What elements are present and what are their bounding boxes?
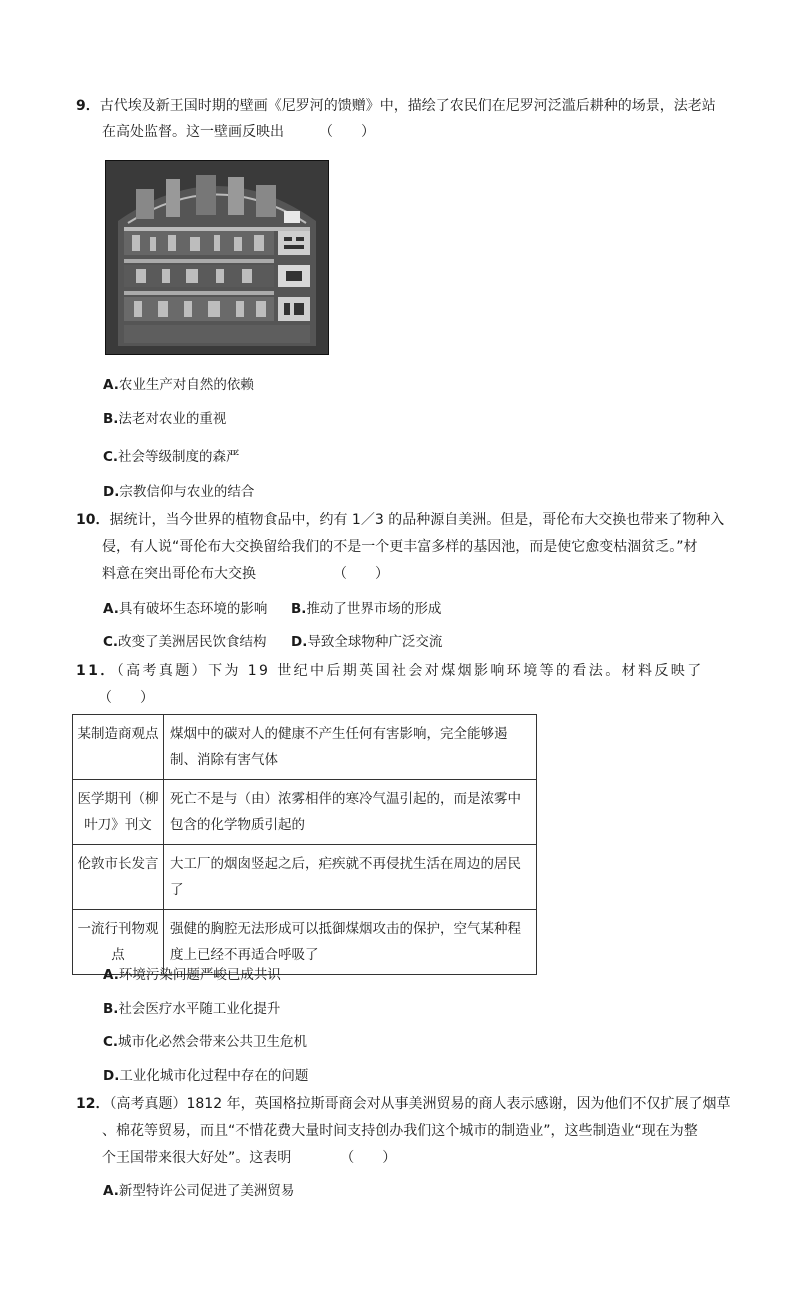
q10-stem-1: 据统计，当今世界的植物食品中，约有 1／3 的品种源自美洲。但是，哥伦布大交换也带来了物种入 <box>109 512 725 528</box>
option-text: 法老对农业的重视 <box>118 411 227 427</box>
q12-line-1 <box>76 1094 731 1114</box>
q9-number: 9． <box>76 98 100 114</box>
q12-line-3: 个王国带来很大好处”。这表明 （ ） <box>102 1150 397 1166</box>
option-text: 城市化必然会带来公共卫生危机 <box>118 1034 308 1050</box>
q12-number: 12． <box>76 1096 110 1112</box>
q12-line-2: 、棉花等贸易，而且“不惜花费大量时间支持创办我们这个城市的制造业”，这些制造业“现在为整 <box>102 1123 698 1139</box>
q12-option-a <box>103 1181 294 1201</box>
option-letter: D. <box>103 484 120 500</box>
q11-option-d <box>103 1066 308 1086</box>
option-letter: C. <box>103 449 119 465</box>
option-text: 环境污染问题严峻已成共识 <box>118 967 281 983</box>
q11-line-2: （ ） <box>98 690 154 706</box>
q10-option-d <box>291 632 442 652</box>
option-text: 导致全球物种广泛交流 <box>307 634 443 650</box>
q10-line-2: 侵，有人说“哥伦布大交换留给我们的不是一个更丰富多样的基因池，而是使它愈变枯涸贫乏。”材 <box>102 539 698 555</box>
q11-stem-1: （高考真题）下为 19 世纪中后期英国社会对煤烟影响环境等的看法。材料反映了 <box>116 663 704 679</box>
q9-option-c <box>103 447 240 467</box>
option-letter: C. <box>103 1034 119 1050</box>
option-text: 新型特许公司促进了美洲贸易 <box>118 1183 295 1199</box>
option-text: 具有破坏生态环境的影响 <box>118 601 268 617</box>
q10-option-b <box>291 599 441 619</box>
table-cell-source: 伦敦市长发言 <box>73 845 164 910</box>
q10-number: 10． <box>76 512 110 528</box>
table-cell-text: 强健的胸腔无法形成可以抵御煤烟攻击的保护，空气某种程度上已经不再适合呼吸了 <box>164 910 537 975</box>
option-letter: A. <box>103 601 119 617</box>
q11-option-a <box>103 965 281 985</box>
table-cell-text: 大工厂的烟囱竖起之后，疟疾就不再侵扰生活在周边的居民了 <box>164 845 537 910</box>
q10-line-3: 料意在突出哥伦布大交换 （ ） <box>102 566 389 582</box>
option-text: 改变了美洲居民饮食结构 <box>118 634 267 650</box>
q9-option-b <box>103 409 226 429</box>
option-letter: D. <box>103 1068 120 1084</box>
q10-option-c <box>103 632 267 652</box>
q11-option-c <box>103 1032 307 1052</box>
option-letter: A. <box>103 377 119 393</box>
q9-stem-1: 古代埃及新王国时期的壁画《尼罗河的馈赠》中，描绘了农民们在尼罗河泛滥后耕种的场景，法老站 <box>99 98 716 114</box>
table-cell-source: 某制造商观点 <box>73 715 164 780</box>
mural-image <box>105 160 329 355</box>
q11-option-b <box>103 999 280 1019</box>
q9-option-a <box>103 375 254 395</box>
option-letter: B. <box>103 411 119 427</box>
mural-illustration <box>106 161 328 354</box>
q9-line-2: 在高处监督。这一壁画反映出 （ ） <box>102 124 375 140</box>
q9-option-d <box>103 482 254 502</box>
table-cell-text: 煤烟中的碳对人的健康不产生任何有害影响，完全能够遏制、消除有害气体 <box>164 715 537 780</box>
q12-stem-1: （高考真题）1812 年，英国格拉斯哥商会对从事美洲贸易的商人表示感谢，因为他们不仅扩展了烟草 <box>109 1096 731 1112</box>
option-text: 工业化城市化过程中存在的问题 <box>119 1068 309 1084</box>
viewpoints-table <box>72 714 537 975</box>
table-cell-text: 死亡不是与（由）浓雾相伴的寒冷气温引起的，而是浓雾中包含的化学物质引起的 <box>164 780 537 845</box>
q11-number: 11． <box>76 663 117 679</box>
option-text: 宗教信仰与农业的结合 <box>119 484 255 500</box>
q11-line-1 <box>76 661 704 681</box>
q9-line-1 <box>76 96 716 116</box>
table-row <box>73 715 537 780</box>
option-text: 推动了世界市场的形成 <box>306 601 442 617</box>
option-letter: A. <box>103 1183 119 1199</box>
table-cell-source: 一流行刊物观点 <box>73 910 164 975</box>
option-letter: B. <box>103 1001 119 1017</box>
q10-line-1 <box>76 510 724 530</box>
option-letter: D. <box>291 634 308 650</box>
option-letter: C. <box>103 634 119 650</box>
option-text: 社会医疗水平随工业化提升 <box>118 1001 281 1017</box>
table-row <box>73 780 537 845</box>
option-letter: B. <box>291 601 307 617</box>
table-row <box>73 845 537 910</box>
option-text: 农业生产对自然的依赖 <box>118 377 254 393</box>
table-cell-source: 医学期刊（柳叶刀》刊文 <box>73 780 164 845</box>
q10-option-a <box>103 599 267 619</box>
option-text: 社会等级制度的森严 <box>118 449 240 465</box>
option-letter: A. <box>103 967 119 983</box>
